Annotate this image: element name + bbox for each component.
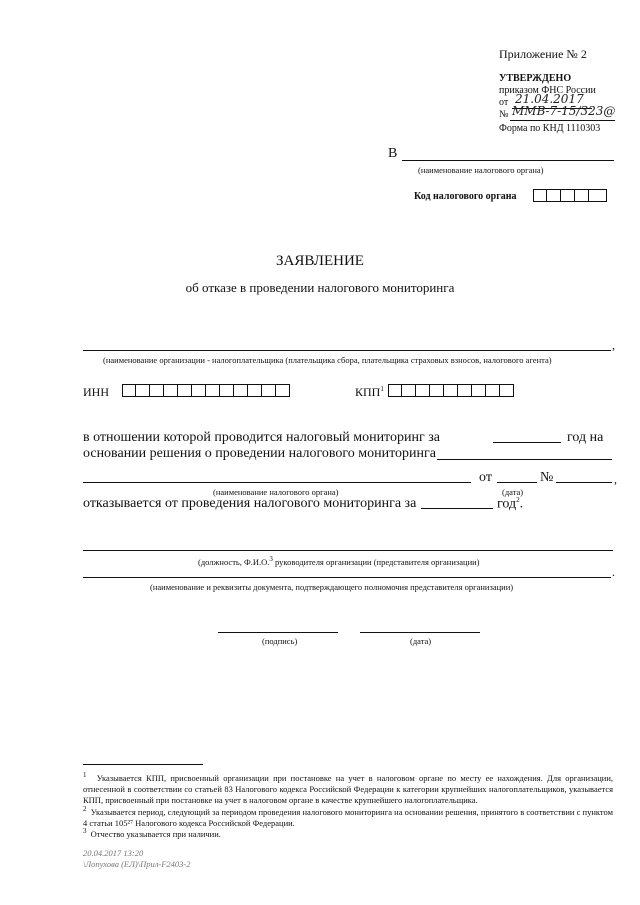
sign-date-caption: (дата) [410, 636, 432, 646]
inn-cell [178, 384, 192, 397]
print-stamp-date: 20.04.2017 13:20 [83, 848, 144, 858]
footnote-separator [83, 764, 203, 765]
kpp-cell [430, 384, 444, 397]
inn-cell [206, 384, 220, 397]
number-label: № [540, 470, 554, 485]
inn-cell [192, 384, 206, 397]
position-caption-a: (должность, Ф.И.О. [198, 556, 270, 567]
inn-cell [248, 384, 262, 397]
org-name-line [83, 350, 611, 351]
inn-cell [136, 384, 150, 397]
kpp-cell [444, 384, 458, 397]
code-cell [575, 189, 589, 202]
kpp-cell [402, 384, 416, 397]
decision-date-line [497, 482, 537, 483]
kpp-cell [472, 384, 486, 397]
footnote-3 [83, 826, 613, 840]
inn-cell [164, 384, 178, 397]
monitoring-year-line [493, 442, 561, 443]
authority-code-label: Код налогового органа [414, 191, 517, 202]
issuing-authority-caption: (наименование налогового органа) [213, 487, 339, 497]
kpp-footnote-ref: 1 [380, 385, 384, 393]
kpp-cell [500, 384, 514, 397]
sign-date-line [360, 632, 480, 633]
footnote-3-text: Отчество указывается при наличии. [90, 828, 221, 839]
code-cell [533, 189, 547, 202]
document-title: ЗАЯВЛЕНИЕ [276, 253, 364, 269]
refuse-text-b: год$^2$. [497, 496, 524, 512]
inn-cell [262, 384, 276, 397]
footnote-1 [83, 770, 613, 806]
doc-dot: . [612, 565, 615, 579]
body-line1-a: в отношении которой проводится налоговый мониторинг за [83, 430, 440, 445]
code-cell [561, 189, 575, 202]
refuse-text-a: отказывается от проведения налогового мониторинга за [83, 496, 417, 511]
org-caption: (наименование организации - налогоплательщика (плательщика сбора, плательщика страховых взносов, налогового агента) [103, 355, 552, 365]
document-subtitle: об отказе в проведении налогового мониторинга [185, 280, 455, 295]
inn-cell [220, 384, 234, 397]
authority-doc-caption: (наименование и реквизиты документа, подтверждающего полномочия представителя организации) [150, 582, 514, 592]
approved-label: УТВЕРЖДЕНО [499, 73, 572, 84]
kpp-cell [458, 384, 472, 397]
inn-cell [122, 384, 136, 397]
code-cell [547, 189, 561, 202]
decision-line [437, 459, 612, 460]
order-label: приказом ФНС России [499, 85, 596, 96]
footnote-1-num: 1 [83, 771, 87, 779]
issuing-authority-line [83, 482, 471, 483]
order-num-handwritten: ММВ-7-15/323@ [512, 104, 616, 118]
refuse-footnote-ref: 2 [516, 496, 520, 504]
kpp-cell [486, 384, 500, 397]
decision-date-caption: (дата) [502, 487, 524, 497]
authority-name-line [402, 160, 614, 161]
kpp-cells [388, 384, 514, 397]
kpp-cell [416, 384, 430, 397]
inn-label: ИНН [83, 385, 109, 399]
decision-number-line [556, 482, 612, 483]
form-code-label: Форма по КНД 1110303 [499, 123, 601, 134]
body-line1-b: год на [567, 430, 604, 445]
authority-prefix: В [388, 146, 398, 161]
order-date-prefix: от [499, 97, 509, 108]
signature-caption: (подпись) [262, 636, 298, 646]
footnote-3-num: 3 [83, 827, 87, 835]
authority-caption: (наименование налогового органа) [418, 165, 544, 175]
position-caption [198, 555, 480, 567]
position-caption-b: руководителя организации (представителя организации) [275, 556, 480, 567]
inn-cell [276, 384, 290, 397]
print-stamp-path: \Лопухова (ЕЛ)\Прил-F2403-2 [83, 859, 191, 869]
inn-cell [150, 384, 164, 397]
position-footnote-ref: 3 [269, 555, 273, 563]
signature-line [218, 632, 338, 633]
org-comma: , [612, 338, 615, 352]
position-name-line [83, 550, 613, 551]
kpp-label [355, 385, 384, 400]
order-num-prefix: № [499, 109, 509, 120]
footnote-2-text: Указывается период, следующий за периодом проведения налогового мониторинга на основании решения, принятого в соответствии с пунктом 4 статьи 105²⁷ Налогового кодекса Российской Федерации. [83, 806, 613, 828]
code-cell [589, 189, 607, 202]
inn-cell [234, 384, 248, 397]
inn-cells [122, 384, 290, 397]
appendix-label: Приложение № 2 [499, 47, 587, 61]
kpp-cell [388, 384, 402, 397]
authority-code-cells [533, 189, 607, 202]
order-date-handwritten: 21.04.2017 [515, 92, 584, 106]
footnote-1-text: Указывается КПП, присвоенный организации при постановке на учет в налоговом органе по месту ее нахождения. Для организации, отнесенной в соответствии со статьей 83 Налогового кодекса Российской Федерации к категории крупнейших налогоплательщиков, указывается КПП, присвоенный при постановке на учет в налоговом органе в качестве крупнейшего налогоплательщика. [83, 772, 613, 805]
body-comma: , [614, 472, 617, 486]
footnote-2-num: 2 [83, 805, 87, 813]
kpp-label-text: КПП [355, 385, 381, 399]
from-label: от [479, 470, 492, 485]
refuse-year-word: год [497, 496, 517, 512]
authority-doc-line [83, 577, 611, 578]
body-line2: основании решения о проведении налогового мониторинга [83, 446, 437, 461]
refuse-year-line [421, 508, 493, 509]
order-num-line [510, 120, 615, 121]
